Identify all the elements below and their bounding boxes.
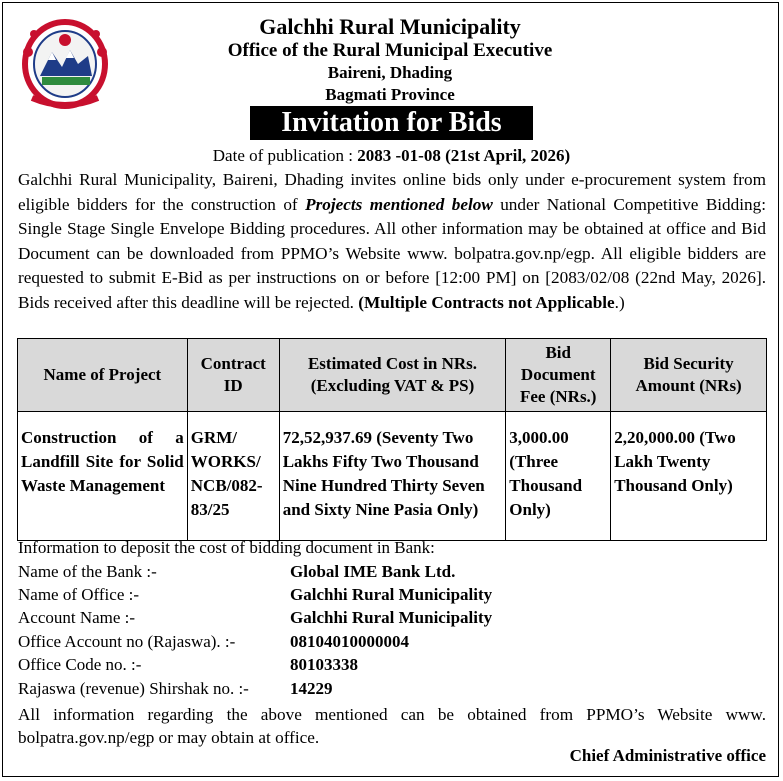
intro-note: (Multiple Contracts not Applicable [358, 292, 615, 312]
bank-info-intro: Information to deposit the cost of bidding document in Bank: [18, 538, 435, 557]
cell-project-name: Construction of a Landfill Site for Solid Waste Management [18, 412, 188, 541]
org-name: Galchhi Rural Municipality [259, 14, 521, 39]
office-name-value: Galchhi Rural Municipality [290, 585, 493, 604]
intro-text-1: Galchhi Rural Municipality, Baireni, Dhading invites online bids only under e-procurement system from eligible bidders for the construction of [18, 170, 766, 214]
cell-doc-fee: 3,000.00 (Three Thousand Only) [506, 412, 611, 541]
intro-paragraph [18, 168, 766, 315]
revenue-head-value: 14229 [290, 679, 333, 698]
revenue-head-label: Rajaswa (revenue) Shirshak no. :- [18, 679, 249, 698]
office-name-label: Name of Office :- [18, 585, 139, 604]
account-no-value: 08104010000004 [290, 632, 409, 651]
cell-bid-security: 2,20,000.00 (Two Lakh Twenty Thousand Only) [611, 412, 767, 541]
office-address: Baireni, Dhading [327, 63, 453, 82]
signature: Chief Administrative office [569, 746, 766, 765]
table-row [18, 412, 767, 541]
office-code-value: 80103338 [290, 655, 358, 674]
bank-name-label: Name of the Bank :- [18, 562, 157, 581]
cell-contract-id: GRM/ WORKS/ NCB/082-83/25 [187, 412, 279, 541]
col-header-project: Name of Project [18, 339, 188, 412]
account-no-label: Office Account no (Rajaswa). :- [18, 632, 236, 651]
intro-emphasis: Projects mentioned below [305, 194, 493, 214]
publication-date-bs: 2083 -01-08 [357, 146, 441, 165]
footer-note: All information regarding the above mentioned can be obtained from PPMO’s Website www. bolpatra.gov.np/egp or may obtain at office. [18, 705, 766, 747]
publication-date [0, 146, 783, 166]
publication-date-ad: (21st April, 2026) [445, 146, 571, 165]
bids-table [17, 338, 767, 541]
publication-label: Date of publication : [212, 146, 358, 165]
office-code-label: Office Code no. :- [18, 655, 142, 674]
cell-estimated-cost: 72,52,937.69 (Seventy Two Lakhs Fifty Two Thousand Nine Hundred Thirty Seven and Sixty Nine Pasia Only) [279, 412, 506, 541]
table-header-row [18, 339, 767, 412]
col-header-bid-security: Bid Security Amount (NRs) [611, 339, 767, 412]
municipality-emblem-icon [18, 12, 113, 112]
col-header-doc-fee: Bid Document Fee (NRs.) [506, 339, 611, 412]
notice-title: Invitation for Bids [250, 106, 533, 140]
col-header-contract-id: Contract ID [187, 339, 279, 412]
account-name-value: Galchhi Rural Municipality [290, 608, 493, 627]
intro-note-end: .) [614, 292, 625, 312]
account-name-label: Account Name :- [18, 608, 136, 627]
office-name: Office of the Rural Municipal Executive [227, 40, 553, 61]
bank-name-value: Global IME Bank Ltd. [290, 562, 456, 581]
province-name: Bagmati Province [325, 85, 455, 104]
col-header-estimated-cost: Estimated Cost in NRs. (Excluding VAT & PS) [279, 339, 506, 412]
intro-text-2: under National Competitive Bidding: Single Stage Single Envelope Bidding procedures. All other information may be obtained at office and Bid Document can be downloaded from PPMO’s Website www. bolpatra.gov.np/egp. All eligible bidders are requested to submit E-Bid as per instructions on or before [12:00 PM] on [2083/02/08 (22nd May, 2026]. Bids received after this deadline will be rejected. [18, 194, 766, 312]
